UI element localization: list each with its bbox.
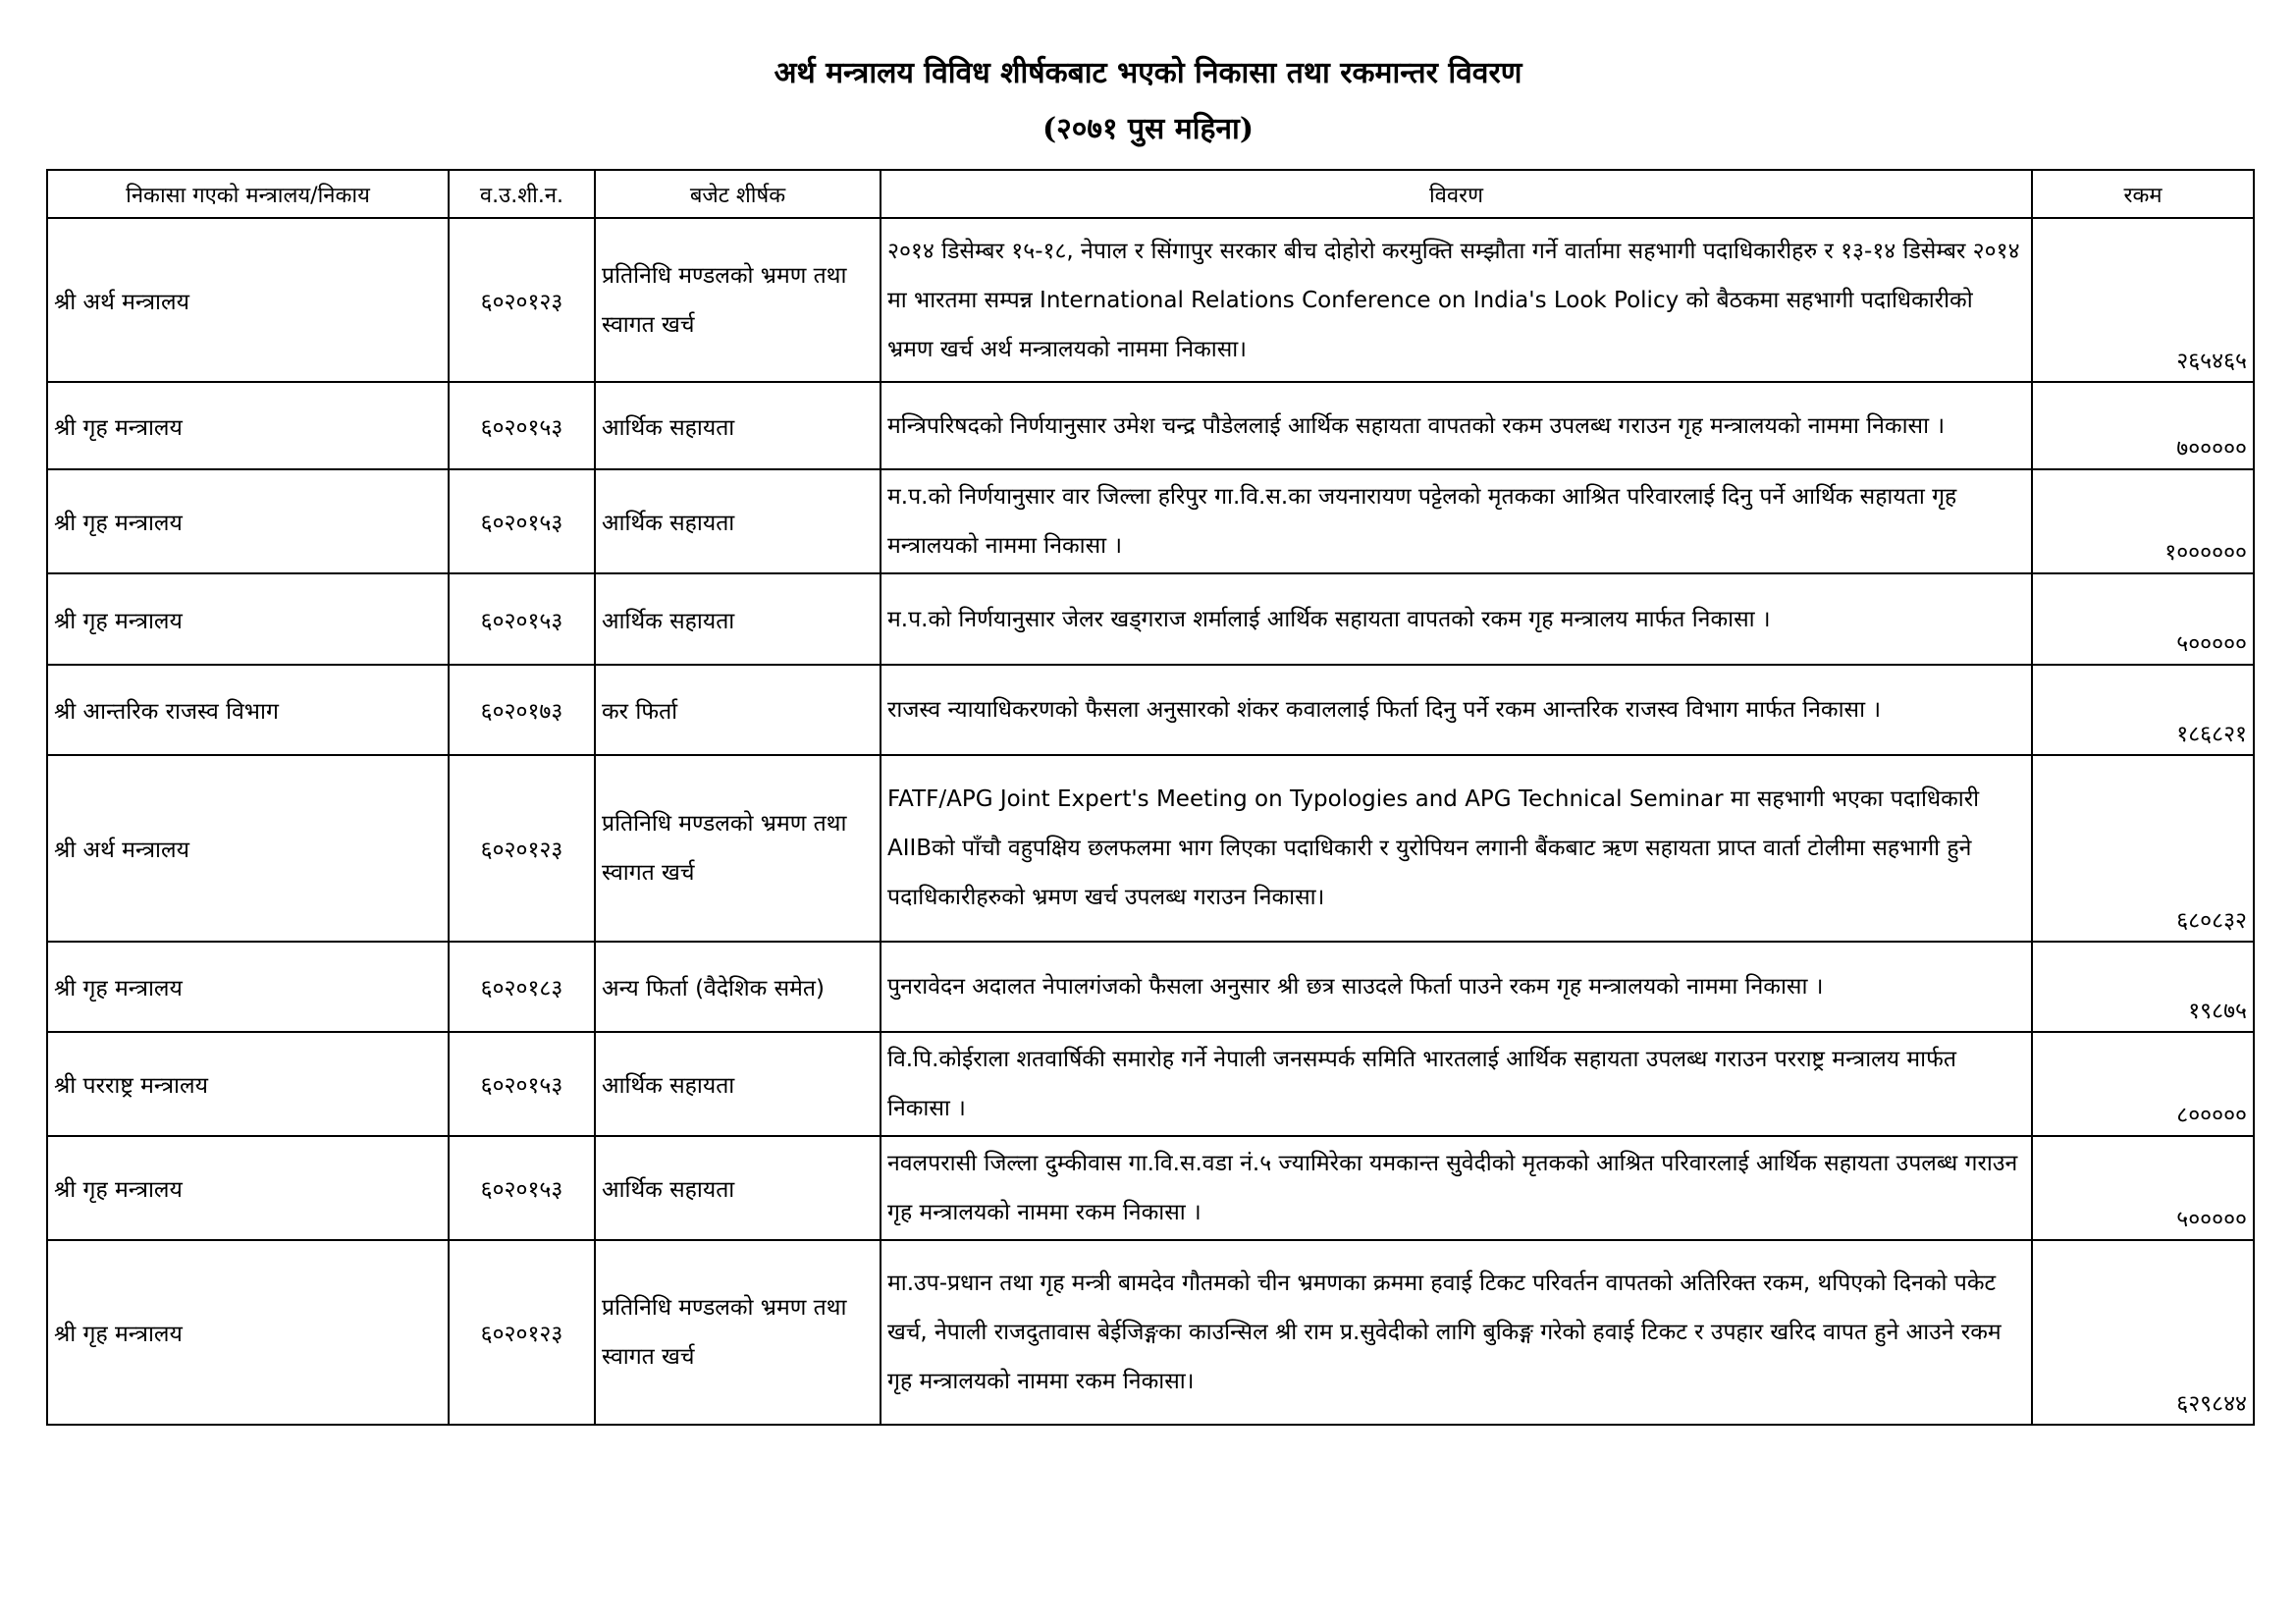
code-cell: ६०२०१८३ <box>449 942 595 1032</box>
table-row <box>47 382 2254 469</box>
ministry-cell: श्री अर्थ मन्त्रालय <box>47 218 449 382</box>
ministry-cell: श्री गृह मन्त्रालय <box>47 1240 449 1425</box>
details-cell: वि.पि.कोईराला शतवार्षिकी समारोह गर्ने नेपाली जनसम्पर्क समिति भारतलाई आर्थिक सहायता उपलब्ध गराउन परराष्ट्र मन्त्रालय मार्फत निकासा । <box>881 1032 2032 1136</box>
budget-cell: आर्थिक सहायता <box>595 573 881 665</box>
ministry-cell: श्री गृह मन्त्रालय <box>47 573 449 665</box>
column-header-code: व.उ.शी.न. <box>449 170 595 218</box>
amount-cell: १९८७५ <box>2032 942 2254 1032</box>
ministry-cell: श्री गृह मन्त्रालय <box>47 1136 449 1240</box>
page-title: अर्थ मन्त्रालय विविध शीर्षकबाट भएको निकासा तथा रकमान्तर विवरण <box>774 56 1522 90</box>
amount-cell: ७००००० <box>2032 382 2254 469</box>
table-row <box>47 1240 2254 1425</box>
ministry-cell: श्री गृह मन्त्रालय <box>47 382 449 469</box>
column-header-details: विवरण <box>881 170 2032 218</box>
amount-cell: ५००००० <box>2032 1136 2254 1240</box>
ministry-cell: श्री गृह मन्त्रालय <box>47 942 449 1032</box>
budget-cell: अन्य फिर्ता (वैदेशिक समेत) <box>595 942 881 1032</box>
details-cell: म.प.को निर्णयानुसार जेलर खड्गराज शर्मालाई आर्थिक सहायता वापतको रकम गृह मन्त्रालय मार्फत निकासा । <box>881 573 2032 665</box>
details-cell: राजस्व न्यायाधिकरणको फैसला अनुसारको शंकर कवाललाई फिर्ता दिनु पर्ने रकम आन्तरिक राजस्व विभाग मार्फत निकासा । <box>881 665 2032 755</box>
table-row <box>47 1032 2254 1136</box>
column-header-amount: रकम <box>2032 170 2254 218</box>
table-row <box>47 755 2254 942</box>
ministry-cell: श्री अर्थ मन्त्रालय <box>47 755 449 942</box>
amount-cell: ६२९८४४ <box>2032 1240 2254 1425</box>
details-cell: मन्त्रिपरिषदको निर्णयानुसार उमेश चन्द्र पौडेललाई आर्थिक सहायता वापतको रकम उपलब्ध गराउन गृह मन्त्रालयको नाममा निकासा । <box>881 382 2032 469</box>
amount-cell: २६५४६५ <box>2032 218 2254 382</box>
budget-cell: प्रतिनिधि मण्डलको भ्रमण तथा स्वागत खर्च <box>595 1240 881 1425</box>
amount-cell: ५००००० <box>2032 573 2254 665</box>
budget-cell: आर्थिक सहायता <box>595 1032 881 1136</box>
code-cell: ६०२०१२३ <box>449 218 595 382</box>
code-cell: ६०२०१५३ <box>449 1032 595 1136</box>
table-row <box>47 1136 2254 1240</box>
details-cell: २०१४ डिसेम्बर १५-१८, नेपाल र सिंगापुर सरकार बीच दोहोरो करमुक्ति सम्झौता गर्ने वार्तामा सहभागी पदाधिकारीहरु र १३-१४ डिसेम्बर २०१४ मा भारतमा सम्पन्न International Relations Conference on India's Look Policy को बैठकमा सहभागी पदाधिकारीको भ्रमण खर्च अर्थ मन्त्रालयको नाममा निकासा। <box>881 218 2032 382</box>
code-cell: ६०२०१५३ <box>449 382 595 469</box>
column-header-budget: बजेट शीर्षक <box>595 170 881 218</box>
code-cell: ६०२०१५३ <box>449 573 595 665</box>
page-subtitle: (२०७१ पुस महिना) <box>1041 112 1255 146</box>
ministry-cell: श्री परराष्ट्र मन्त्रालय <box>47 1032 449 1136</box>
table-row <box>47 942 2254 1032</box>
amount-cell: १०००००० <box>2032 469 2254 573</box>
budget-cell: आर्थिक सहायता <box>595 382 881 469</box>
details-cell: म.प.को निर्णयानुसार वार जिल्ला हरिपुर गा.वि.स.का जयनारायण पट्टेलको मृतकका आश्रित परिवारलाई दिनु पर्ने आर्थिक सहायता गृह मन्त्रालयको नाममा निकासा । <box>881 469 2032 573</box>
budget-cell: प्रतिनिधि मण्डलको भ्रमण तथा स्वागत खर्च <box>595 755 881 942</box>
table-header-row <box>47 170 2254 218</box>
code-cell: ६०२०१५३ <box>449 469 595 573</box>
column-header-ministry: निकासा गएको मन्त्रालय/निकाय <box>47 170 449 218</box>
ministry-cell: श्री आन्तरिक राजस्व विभाग <box>47 665 449 755</box>
amount-cell: ६८०८३२ <box>2032 755 2254 942</box>
details-cell: FATF/APG Joint Expert's Meeting on Typologies and APG Technical Seminar मा सहभागी भएका पदाधिकारी AIIBको पाँचौ वहुपक्षिय छलफलमा भाग लिएका पदाधिकारी र युरोपियन लगानी बैंकबाट ऋण सहायता प्राप्त वार्ता टोलीमा सहभागी हुने पदाधिकारीहरुको भ्रमण खर्च उपलब्ध गराउन निकासा। <box>881 755 2032 942</box>
table-row <box>47 573 2254 665</box>
code-cell: ६०२०१७३ <box>449 665 595 755</box>
budget-cell: कर फिर्ता <box>595 665 881 755</box>
details-cell: मा.उप-प्रधान तथा गृह मन्त्री बामदेव गौतमको चीन भ्रमणका क्रममा हवाई टिकट परिवर्तन वापतको अतिरिक्त रकम, थपिएको दिनको पकेट खर्च, नेपाली राजदुतावास बेईजिङ्गका काउन्सिल श्री राम प्र.सुवेदीको लागि बुकिङ्ग गरेको हवाई टिकट र उपहार खरिद वापत हुने आउने रकम गृह मन्त्रालयको नाममा रकम निकासा। <box>881 1240 2032 1425</box>
code-cell: ६०२०१५३ <box>449 1136 595 1240</box>
amount-cell: १८६८२१ <box>2032 665 2254 755</box>
details-cell: नवलपरासी जिल्ला दुम्कीवास गा.वि.स.वडा नं.५ ज्यामिरेका यमकान्त सुवेदीको मृतकको आश्रित परिवारलाई आर्थिक सहायता उपलब्ध गराउन गृह मन्त्रालयको नाममा रकम निकासा । <box>881 1136 2032 1240</box>
code-cell: ६०२०१२३ <box>449 755 595 942</box>
budget-cell: आर्थिक सहायता <box>595 1136 881 1240</box>
code-cell: ६०२०१२३ <box>449 1240 595 1425</box>
disbursement-table <box>46 169 2255 1426</box>
amount-cell: ८००००० <box>2032 1032 2254 1136</box>
details-cell: पुनरावेदन अदालत नेपालगंजको फैसला अनुसार श्री छत्र साउदले फिर्ता पाउने रकम गृह मन्त्रालयको नाममा निकासा । <box>881 942 2032 1032</box>
table-row <box>47 218 2254 382</box>
table-row <box>47 665 2254 755</box>
budget-cell: आर्थिक सहायता <box>595 469 881 573</box>
budget-cell: प्रतिनिधि मण्डलको भ्रमण तथा स्वागत खर्च <box>595 218 881 382</box>
ministry-cell: श्री गृह मन्त्रालय <box>47 469 449 573</box>
table-row <box>47 469 2254 573</box>
